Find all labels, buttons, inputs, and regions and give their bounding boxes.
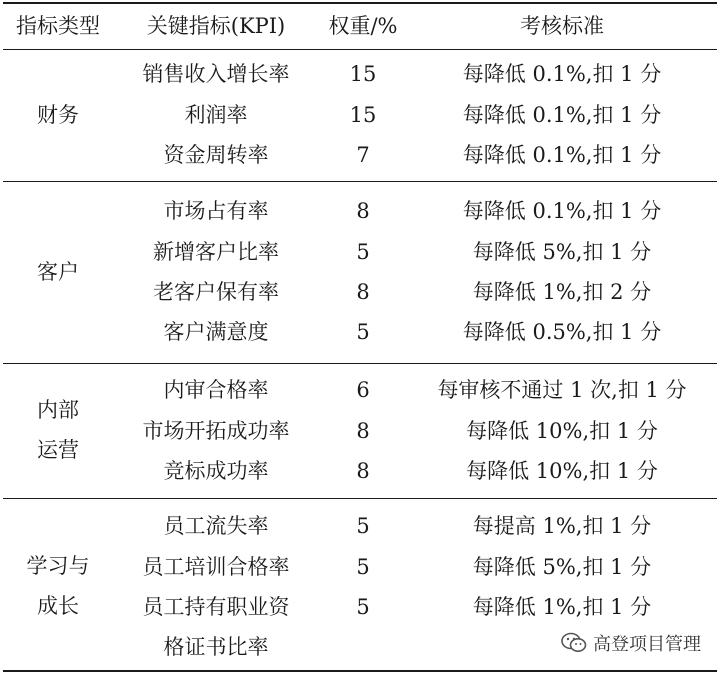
group-rule (3, 498, 717, 499)
kpi-weight: 15 (349, 103, 377, 127)
wechat-icon (561, 632, 587, 654)
group-type-line: 内部 (37, 398, 79, 422)
kpi-standard: 每降低 0.5%,扣 1 分 (462, 320, 662, 344)
kpi-name: 竞标成功率 (163, 459, 269, 483)
kpi-name: 内审合格率 (163, 378, 269, 402)
kpi-weight: 5 (356, 514, 370, 538)
group-type-label (3, 95, 113, 135)
kpi-standard: 每降低 0.1%,扣 1 分 (462, 199, 662, 223)
kpi-weight: 8 (356, 419, 370, 443)
kpi-standard: 每降低 0.1%,扣 1 分 (462, 62, 662, 86)
kpi-name: 员工流失率 (163, 514, 269, 538)
kpi-name: 销售收入增长率 (142, 62, 290, 86)
group-type-label (3, 546, 113, 626)
kpi-standard: 每降低 1%,扣 2 分 (472, 280, 652, 304)
kpi-standard: 每降低 5%,扣 1 分 (472, 555, 652, 579)
kpi-name: 资金周转率 (163, 143, 269, 167)
kpi-name: 客户满意度 (163, 320, 269, 344)
group-rule (3, 363, 717, 364)
kpi-weight: 8 (356, 280, 370, 304)
header-kpi: 关键指标(KPI) (146, 14, 286, 38)
group-type-label (3, 390, 113, 470)
kpi-standard: 每审核不通过 1 次,扣 1 分 (437, 378, 687, 402)
watermark-text: 高登项目管理 (593, 634, 701, 655)
kpi-name: 员工培训合格率 (142, 555, 290, 579)
header-rule (3, 49, 717, 50)
kpi-name: 新增客户比率 (153, 240, 279, 264)
kpi-name: 员工持有职业资 (142, 595, 290, 619)
kpi-standard: 每降低 0.1%,扣 1 分 (462, 103, 662, 127)
kpi-weight: 5 (356, 555, 370, 579)
kpi-weight: 8 (356, 459, 370, 483)
kpi-standard: 每降低 1%,扣 1 分 (472, 595, 652, 619)
watermark (561, 628, 701, 658)
header-weight: 权重/% (328, 14, 398, 38)
kpi-standard: 每降低 10%,扣 1 分 (466, 419, 658, 443)
kpi-standard: 每降低 5%,扣 1 分 (472, 240, 652, 264)
kpi-weight: 6 (356, 378, 370, 402)
kpi-name: 利润率 (184, 103, 248, 127)
group-type-line: 成长 (37, 594, 79, 618)
kpi-name: 市场占有率 (163, 199, 269, 223)
kpi-weight: 5 (356, 595, 370, 619)
kpi-standard: 每降低 0.1%,扣 1 分 (462, 143, 662, 167)
group-rule (3, 181, 717, 182)
kpi-weight: 5 (356, 320, 370, 344)
group-type-line: 运营 (37, 438, 79, 462)
group-type-line: 学习与 (26, 554, 90, 578)
kpi-standard: 每降低 10%,扣 1 分 (466, 459, 658, 483)
kpi-name: 市场开拓成功率 (142, 419, 290, 443)
kpi-weight: 8 (356, 199, 370, 223)
kpi-weight: 5 (356, 240, 370, 264)
group-type-line: 客户 (37, 260, 79, 284)
bottom-rule (3, 670, 717, 672)
kpi-name: 格证书比率 (163, 635, 269, 659)
header-type: 指标类型 (16, 14, 100, 38)
kpi-weight: 15 (349, 62, 377, 86)
top-rule (3, 2, 717, 4)
kpi-name: 老客户保有率 (153, 280, 279, 304)
kpi-weight: 7 (356, 143, 370, 167)
kpi-standard: 每提高 1%,扣 1 分 (472, 514, 652, 538)
header-standard: 考核标准 (520, 14, 604, 38)
group-type-label (3, 252, 113, 292)
group-type-line: 财务 (37, 103, 79, 127)
